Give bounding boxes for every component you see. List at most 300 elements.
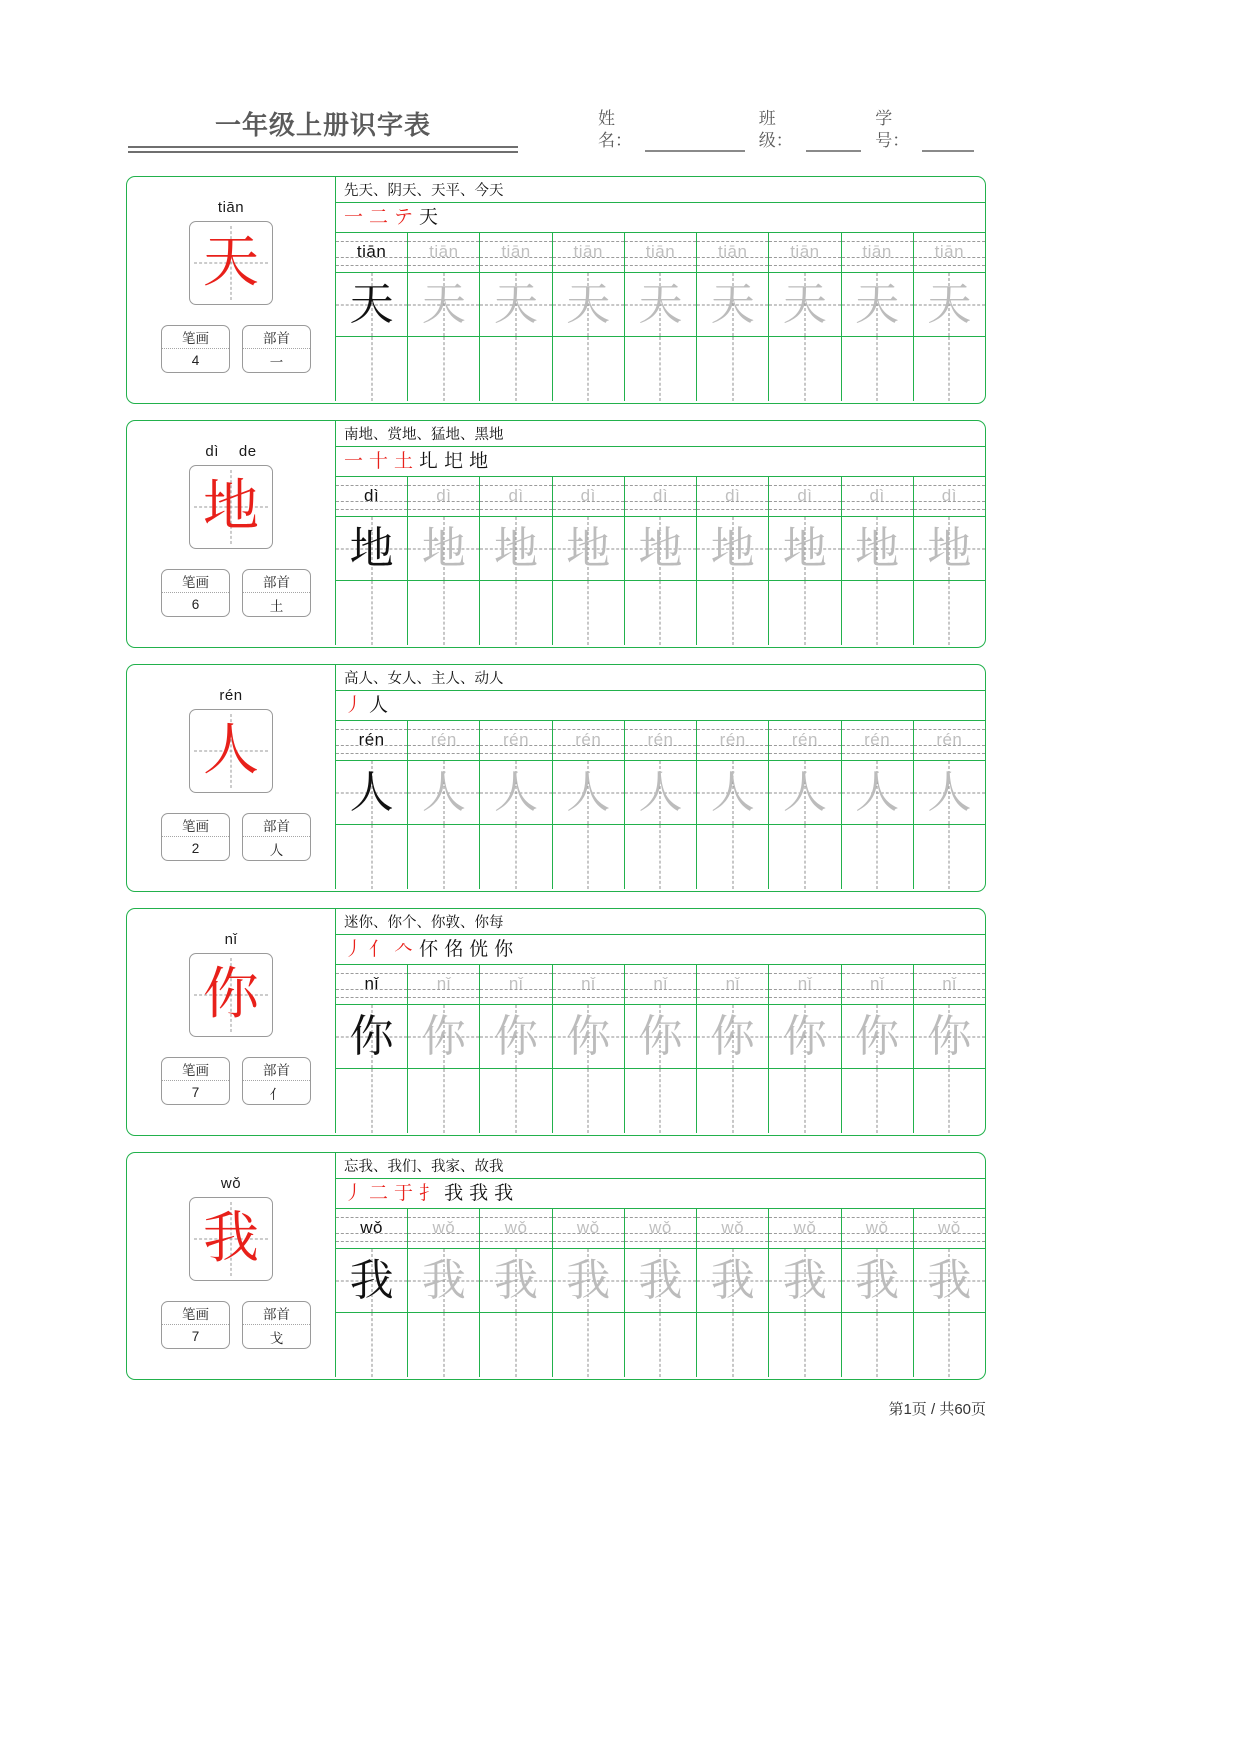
character-tracing-cell[interactable] xyxy=(336,1249,408,1312)
stroke-count-box-label: 笔画 xyxy=(162,570,229,593)
grid-vertical-guide xyxy=(443,1069,444,1133)
blank-practice-cell[interactable] xyxy=(769,581,841,645)
grid-vertical-guide xyxy=(371,1313,372,1377)
character-tracing-text: 我 xyxy=(349,1254,394,1306)
example-words: 迷你、你个、你敦、你每 xyxy=(335,909,985,935)
grid-vertical-guide xyxy=(588,1313,589,1377)
pinyin-guide-line xyxy=(408,1241,479,1242)
pinyin-tracing-text: dì xyxy=(580,486,596,505)
pinyin-tracing-text: tiān xyxy=(573,242,603,261)
character-tracing-text: 人 xyxy=(782,766,827,818)
character-tracing-cell[interactable] xyxy=(842,1249,914,1312)
pinyin-tracing-cell[interactable] xyxy=(336,965,408,1004)
stroke-count-box xyxy=(161,1301,230,1349)
stroke-step: 一 xyxy=(344,206,364,228)
pinyin-tracing-text: nǐ xyxy=(581,974,596,993)
model-character: 人 xyxy=(203,718,259,783)
character-tracing-cell[interactable] xyxy=(336,1005,408,1068)
pinyin-tracing-text: wǒ xyxy=(937,1218,961,1237)
title-underline-top xyxy=(128,146,518,148)
blank-practice-cell[interactable] xyxy=(408,825,480,889)
blank-practice-cell[interactable] xyxy=(336,1069,408,1133)
blank-practice-cell[interactable] xyxy=(408,337,480,401)
character-tracing-cell[interactable] xyxy=(769,761,841,824)
character-tracing-cell[interactable] xyxy=(480,1249,552,1312)
pinyin-tracing-cell[interactable] xyxy=(625,1209,697,1248)
blank-practice-cell[interactable] xyxy=(914,1313,985,1377)
character-tracing-cell[interactable] xyxy=(914,517,985,580)
character-tracing-cell[interactable] xyxy=(769,1005,841,1068)
pinyin-tracing-cell[interactable] xyxy=(408,233,480,272)
pinyin-tracing-cell[interactable] xyxy=(625,965,697,1004)
blank-practice-cell[interactable] xyxy=(480,337,552,401)
grid-vertical-guide xyxy=(949,825,950,889)
grid-vertical-guide xyxy=(877,337,878,401)
pinyin-tracing-cell[interactable] xyxy=(842,965,914,1004)
character-tracing-cell[interactable] xyxy=(842,1005,914,1068)
blank-practice-cell[interactable] xyxy=(842,581,914,645)
character-tracing-cell[interactable] xyxy=(408,273,480,336)
blank-practice-cell[interactable] xyxy=(336,825,408,889)
character-card xyxy=(126,1152,986,1380)
character-tracing-cell[interactable] xyxy=(480,1005,552,1068)
pinyin-tracing-cell[interactable] xyxy=(914,721,985,760)
blank-practice-cell[interactable] xyxy=(553,1069,625,1133)
pinyin-tracing-cell[interactable] xyxy=(697,1209,769,1248)
radical-box-label: 部首 xyxy=(243,326,310,349)
stroke-count-box-label: 笔画 xyxy=(162,814,229,837)
pinyin-tracing-text: wǒ xyxy=(576,1218,600,1237)
character-tracing-cell[interactable] xyxy=(408,1005,480,1068)
stroke-step: 天 xyxy=(419,206,439,228)
pinyin-tracing-text: wǒ xyxy=(649,1218,672,1237)
grid-vertical-guide xyxy=(732,825,733,889)
blank-practice-cell[interactable] xyxy=(480,825,552,889)
pinyin-tracing-cell[interactable] xyxy=(480,477,552,516)
student-id-field[interactable] xyxy=(875,108,974,152)
practice-pane xyxy=(335,1153,985,1379)
blank-practice-cell[interactable] xyxy=(769,337,841,401)
pinyin-tracing-cell[interactable] xyxy=(842,1209,914,1248)
character-tracing-cell[interactable] xyxy=(697,273,769,336)
blank-practice-cell[interactable] xyxy=(625,825,697,889)
pinyin-tracing-cell[interactable] xyxy=(914,1209,985,1248)
blank-practice-cell[interactable] xyxy=(697,1313,769,1377)
pinyin-tracing-cell[interactable] xyxy=(769,1209,841,1248)
grid-vertical-guide xyxy=(660,1069,661,1133)
pinyin-tracing-cell[interactable] xyxy=(842,477,914,516)
pinyin-tracing-cell[interactable] xyxy=(697,721,769,760)
footer-current-page: 第1页 xyxy=(888,1401,927,1418)
model-character-grid xyxy=(189,465,273,549)
character-tracing-text: 人 xyxy=(927,766,972,818)
character-tracing-cell[interactable] xyxy=(480,273,552,336)
character-tracing-cell[interactable] xyxy=(914,1005,985,1068)
class-field-label: 班级： xyxy=(758,109,793,150)
student-id-field-label: 学号： xyxy=(875,109,910,150)
character-tracing-cell[interactable] xyxy=(408,1249,480,1312)
blank-practice-cell[interactable] xyxy=(914,337,985,401)
character-tracing-cell[interactable] xyxy=(625,1005,697,1068)
pinyin-tracing-cell[interactable] xyxy=(480,965,552,1004)
character-tracing-cell[interactable] xyxy=(625,761,697,824)
pinyin-tracing-text: rén xyxy=(864,730,891,749)
character-tracing-text: 我 xyxy=(566,1254,611,1306)
pinyin-tracing-text: rén xyxy=(575,730,602,749)
card-pinyin-primary: nǐ xyxy=(224,931,238,948)
character-tracing-cell[interactable] xyxy=(769,517,841,580)
name-field-label: 姓名： xyxy=(598,109,632,150)
character-tracing-cell[interactable] xyxy=(553,273,625,336)
pinyin-guide-line xyxy=(336,1241,407,1242)
pinyin-tracing-cell[interactable] xyxy=(769,721,841,760)
grid-vertical-guide xyxy=(949,1313,950,1377)
pinyin-tracing-cell[interactable] xyxy=(408,477,480,516)
blank-practice-cell[interactable] xyxy=(336,1313,408,1377)
character-tracing-cell[interactable] xyxy=(914,761,985,824)
pinyin-guide-line xyxy=(842,509,913,510)
name-field[interactable] xyxy=(598,108,745,152)
blank-practice-cell[interactable] xyxy=(842,825,914,889)
blank-practice-cell[interactable] xyxy=(697,1069,769,1133)
pinyin-tracing-cell[interactable] xyxy=(336,721,408,760)
grid-vertical-guide xyxy=(877,825,878,889)
character-tracing-cell[interactable] xyxy=(842,517,914,580)
pinyin-tracing-text: tiān xyxy=(934,242,965,261)
title-block xyxy=(128,108,518,156)
pinyin-tracing-text: rén xyxy=(503,730,530,749)
character-summary-pane xyxy=(127,909,335,1135)
pinyin-guide-line xyxy=(697,997,768,998)
stroke-step: 你 xyxy=(494,938,514,960)
blank-practice-cell[interactable] xyxy=(625,581,697,645)
character-tracing-text: 天 xyxy=(421,278,466,330)
pinyin-tracing-text: tiān xyxy=(645,242,676,261)
character-card xyxy=(126,420,986,648)
pinyin-guide-line xyxy=(914,997,985,998)
character-tracing-cell[interactable] xyxy=(625,517,697,580)
blank-practice-cell[interactable] xyxy=(697,825,769,889)
character-tracing-text: 地 xyxy=(494,522,539,574)
character-meta xyxy=(161,325,311,373)
blank-practice-cell[interactable] xyxy=(553,581,625,645)
blank-practice-cell[interactable] xyxy=(769,1313,841,1377)
stroke-step: 侊 xyxy=(469,938,489,960)
pinyin-tracing-text: tiān xyxy=(501,242,531,261)
blank-practice-cell[interactable] xyxy=(914,581,985,645)
pinyin-tracing-cell[interactable] xyxy=(336,233,408,272)
blank-practice-cell[interactable] xyxy=(480,1313,552,1377)
footer-total-pages: 共60页 xyxy=(939,1401,986,1418)
grid-vertical-guide xyxy=(516,337,517,401)
character-tracing-text: 天 xyxy=(566,278,611,330)
pinyin-tracing-cell[interactable] xyxy=(769,233,841,272)
pinyin-guide-line xyxy=(336,265,407,266)
grid-vertical-guide xyxy=(588,581,589,645)
stroke-step: 人 xyxy=(369,694,389,716)
stroke-step: 丿 xyxy=(344,1182,364,1204)
character-card xyxy=(126,664,986,892)
pinyin-tracing-cell[interactable] xyxy=(408,965,480,1004)
blank-practice-cell[interactable] xyxy=(408,1313,480,1377)
blank-practice-cell[interactable] xyxy=(408,1069,480,1133)
character-tracing-cell[interactable] xyxy=(842,761,914,824)
radical-box-value: 亻 xyxy=(269,1086,284,1102)
pinyin-tracing-cell[interactable] xyxy=(553,477,625,516)
grid-vertical-guide xyxy=(443,581,444,645)
card-pinyin-primary: dì xyxy=(205,443,219,460)
example-words: 高人、女人、主人、动人 xyxy=(335,665,985,691)
character-tracing-cell[interactable] xyxy=(769,1249,841,1312)
character-tracing-text: 地 xyxy=(349,522,394,574)
grid-vertical-guide xyxy=(732,1313,733,1377)
character-tracing-text: 人 xyxy=(710,766,755,818)
grid-vertical-guide xyxy=(660,581,661,645)
pinyin-tracing-cell[interactable] xyxy=(769,965,841,1004)
pinyin-guide-line xyxy=(842,997,913,998)
character-tracing-cell[interactable] xyxy=(697,761,769,824)
pinyin-tracing-cell[interactable] xyxy=(553,233,625,272)
character-tracing-cell[interactable] xyxy=(842,273,914,336)
pinyin-tracing-cell[interactable] xyxy=(480,1209,552,1248)
pinyin-guide-line xyxy=(697,753,768,754)
pinyin-tracing-text: rén xyxy=(936,730,963,749)
stroke-count-box xyxy=(161,569,230,617)
pinyin-tracing-text: tiān xyxy=(862,242,892,261)
character-tracing-cell[interactable] xyxy=(336,761,408,824)
blank-practice-cell[interactable] xyxy=(625,1069,697,1133)
pinyin-guide-line xyxy=(697,1241,768,1242)
blank-practice-cell[interactable] xyxy=(553,337,625,401)
character-summary-pane xyxy=(127,421,335,647)
grid-vertical-guide xyxy=(371,1069,372,1133)
grid-vertical-guide xyxy=(732,581,733,645)
radical-box-value: 一 xyxy=(269,354,284,370)
pinyin-guide-line xyxy=(553,1241,624,1242)
stroke-count-box xyxy=(161,813,230,861)
pinyin-tracing-cell[interactable] xyxy=(336,1209,408,1248)
pinyin-tracing-cell[interactable] xyxy=(336,477,408,516)
character-tracing-cell[interactable] xyxy=(697,1005,769,1068)
character-tracing-cell[interactable] xyxy=(408,761,480,824)
model-character-grid xyxy=(189,221,273,305)
practice-pane xyxy=(335,665,985,891)
pinyin-guide-line xyxy=(336,753,407,754)
grid-vertical-guide xyxy=(804,1069,805,1133)
blank-practice-cell[interactable] xyxy=(842,1313,914,1377)
pinyin-tracing-cell[interactable] xyxy=(914,477,985,516)
pinyin-tracing-cell[interactable] xyxy=(842,233,914,272)
character-tracing-cell[interactable] xyxy=(625,273,697,336)
stroke-step: 佲 xyxy=(444,938,464,960)
blank-practice-cell[interactable] xyxy=(553,825,625,889)
model-character: 地 xyxy=(203,474,259,539)
character-tracing-cell[interactable] xyxy=(553,1249,625,1312)
pinyin-tracing-cell[interactable] xyxy=(697,233,769,272)
student-id-field-line[interactable] xyxy=(922,132,974,152)
pinyin-guide-line xyxy=(842,1241,913,1242)
pinyin-guide-line xyxy=(769,997,840,998)
character-tracing-text: 你 xyxy=(638,1010,683,1062)
pinyin-guide-line xyxy=(914,509,985,510)
blank-practice-cell[interactable] xyxy=(914,825,985,889)
pinyin-tracing-cell[interactable] xyxy=(408,721,480,760)
blank-practice-cell[interactable] xyxy=(625,337,697,401)
character-tracing-cell[interactable] xyxy=(697,1249,769,1312)
grid-vertical-guide xyxy=(443,1313,444,1377)
character-card-list xyxy=(126,176,986,1396)
pinyin-tracing-cell[interactable] xyxy=(480,233,552,272)
grid-vertical-guide xyxy=(732,1069,733,1133)
blank-practice-cell[interactable] xyxy=(769,825,841,889)
blank-practice-row xyxy=(335,337,985,401)
character-tracing-cell[interactable] xyxy=(336,517,408,580)
pinyin-tracing-cell[interactable] xyxy=(480,721,552,760)
pinyin-tracing-cell[interactable] xyxy=(697,965,769,1004)
stroke-count-box-label: 笔画 xyxy=(162,326,229,349)
character-tracing-row xyxy=(335,517,985,581)
pinyin-guide-line xyxy=(842,265,913,266)
character-tracing-cell[interactable] xyxy=(914,1249,985,1312)
grid-vertical-guide xyxy=(877,1069,878,1133)
blank-practice-row xyxy=(335,581,985,645)
pinyin-tracing-text: tiān xyxy=(790,242,820,261)
grid-vertical-guide xyxy=(588,1069,589,1133)
stroke-step: 圠 xyxy=(419,450,439,472)
character-tracing-cell[interactable] xyxy=(553,1005,625,1068)
pinyin-tracing-cell[interactable] xyxy=(914,233,985,272)
character-tracing-cell[interactable] xyxy=(769,273,841,336)
character-tracing-row xyxy=(335,1005,985,1069)
blank-practice-cell[interactable] xyxy=(914,1069,985,1133)
pinyin-guide-line xyxy=(914,1241,985,1242)
character-tracing-row xyxy=(335,1249,985,1313)
pinyin-tracing-text: dì xyxy=(436,486,452,505)
blank-practice-cell[interactable] xyxy=(336,581,408,645)
blank-practice-row xyxy=(335,1069,985,1133)
pinyin-tracing-cell[interactable] xyxy=(625,233,697,272)
blank-practice-cell[interactable] xyxy=(697,337,769,401)
pinyin-tracing-text: wǒ xyxy=(865,1218,889,1237)
blank-practice-cell[interactable] xyxy=(842,1069,914,1133)
character-tracing-cell[interactable] xyxy=(553,761,625,824)
pinyin-tracing-cell[interactable] xyxy=(553,965,625,1004)
pinyin-tracing-cell[interactable] xyxy=(842,721,914,760)
blank-practice-cell[interactable] xyxy=(480,581,552,645)
pinyin-tracing-text: rén xyxy=(358,730,385,749)
grid-vertical-guide xyxy=(660,825,661,889)
card-pinyin-secondary: de xyxy=(238,443,257,460)
blank-practice-cell[interactable] xyxy=(553,1313,625,1377)
card-pinyin xyxy=(127,1175,335,1192)
character-tracing-text: 人 xyxy=(494,766,539,818)
grid-vertical-guide xyxy=(877,1313,878,1377)
blank-practice-cell[interactable] xyxy=(697,581,769,645)
card-pinyin xyxy=(127,199,335,216)
character-tracing-cell[interactable] xyxy=(336,273,408,336)
pinyin-guide-line xyxy=(553,509,624,510)
grid-vertical-guide xyxy=(660,1313,661,1377)
character-tracing-text: 地 xyxy=(710,522,755,574)
pinyin-tracing-text: tiān xyxy=(356,242,387,261)
pinyin-tracing-cell[interactable] xyxy=(553,1209,625,1248)
character-meta xyxy=(161,1301,311,1349)
class-field-line[interactable] xyxy=(806,132,861,152)
pinyin-tracing-cell[interactable] xyxy=(697,477,769,516)
pinyin-tracing-cell[interactable] xyxy=(769,477,841,516)
blank-practice-cell[interactable] xyxy=(336,337,408,401)
grid-vertical-guide xyxy=(804,581,805,645)
character-tracing-text: 我 xyxy=(638,1254,683,1306)
pinyin-tracing-text: nǐ xyxy=(870,974,885,993)
stroke-count-box xyxy=(161,325,230,373)
pinyin-guide-line xyxy=(769,509,840,510)
radical-box-label: 部首 xyxy=(243,814,310,837)
character-tracing-cell[interactable] xyxy=(625,1249,697,1312)
stroke-order-sequence xyxy=(335,935,985,965)
character-tracing-cell[interactable] xyxy=(553,517,625,580)
stroke-step: 我 xyxy=(469,1182,489,1204)
pinyin-tracing-cell[interactable] xyxy=(625,477,697,516)
pinyin-tracing-cell[interactable] xyxy=(408,1209,480,1248)
name-field-line[interactable] xyxy=(645,132,745,152)
character-tracing-text: 你 xyxy=(855,1010,900,1062)
character-tracing-cell[interactable] xyxy=(697,517,769,580)
class-field[interactable] xyxy=(759,108,861,152)
character-tracing-text: 我 xyxy=(782,1254,827,1306)
grid-vertical-guide xyxy=(804,1313,805,1377)
pinyin-tracing-text: dì xyxy=(869,486,885,505)
blank-practice-cell[interactable] xyxy=(408,581,480,645)
stroke-order-sequence xyxy=(335,447,985,477)
pinyin-guide-line xyxy=(408,997,479,998)
character-tracing-text: 天 xyxy=(710,278,755,330)
stroke-step: 我 xyxy=(444,1182,464,1204)
character-tracing-text: 地 xyxy=(927,522,972,574)
stroke-step: 我 xyxy=(494,1182,514,1204)
blank-practice-cell[interactable] xyxy=(842,337,914,401)
pinyin-tracing-cell[interactable] xyxy=(553,721,625,760)
character-tracing-cell[interactable] xyxy=(480,517,552,580)
character-tracing-cell[interactable] xyxy=(408,517,480,580)
stroke-count-box-value: 7 xyxy=(191,1329,200,1344)
grid-vertical-guide xyxy=(516,825,517,889)
pinyin-tracing-cell[interactable] xyxy=(625,721,697,760)
blank-practice-cell[interactable] xyxy=(625,1313,697,1377)
stroke-order-sequence xyxy=(335,691,985,721)
grid-vertical-guide xyxy=(516,1313,517,1377)
character-tracing-cell[interactable] xyxy=(480,761,552,824)
character-tracing-cell[interactable] xyxy=(914,273,985,336)
pinyin-tracing-row xyxy=(335,233,985,273)
pinyin-tracing-text: wǒ xyxy=(504,1218,528,1237)
pinyin-guide-line xyxy=(697,509,768,510)
stroke-count-box-value: 4 xyxy=(191,353,200,368)
blank-practice-cell[interactable] xyxy=(769,1069,841,1133)
card-pinyin-primary: wǒ xyxy=(220,1175,242,1192)
pinyin-tracing-text: dì xyxy=(652,486,669,505)
pinyin-tracing-text: nǐ xyxy=(942,974,957,993)
grid-vertical-guide xyxy=(660,337,661,401)
pinyin-tracing-text: nǐ xyxy=(436,974,451,993)
stroke-step: 伓 xyxy=(419,938,439,960)
pinyin-tracing-cell[interactable] xyxy=(914,965,985,1004)
character-tracing-text: 你 xyxy=(566,1010,611,1062)
practice-pane xyxy=(335,909,985,1135)
radical-box-value: 人 xyxy=(269,842,284,858)
blank-practice-cell[interactable] xyxy=(480,1069,552,1133)
stroke-step: 丿 xyxy=(344,694,364,716)
